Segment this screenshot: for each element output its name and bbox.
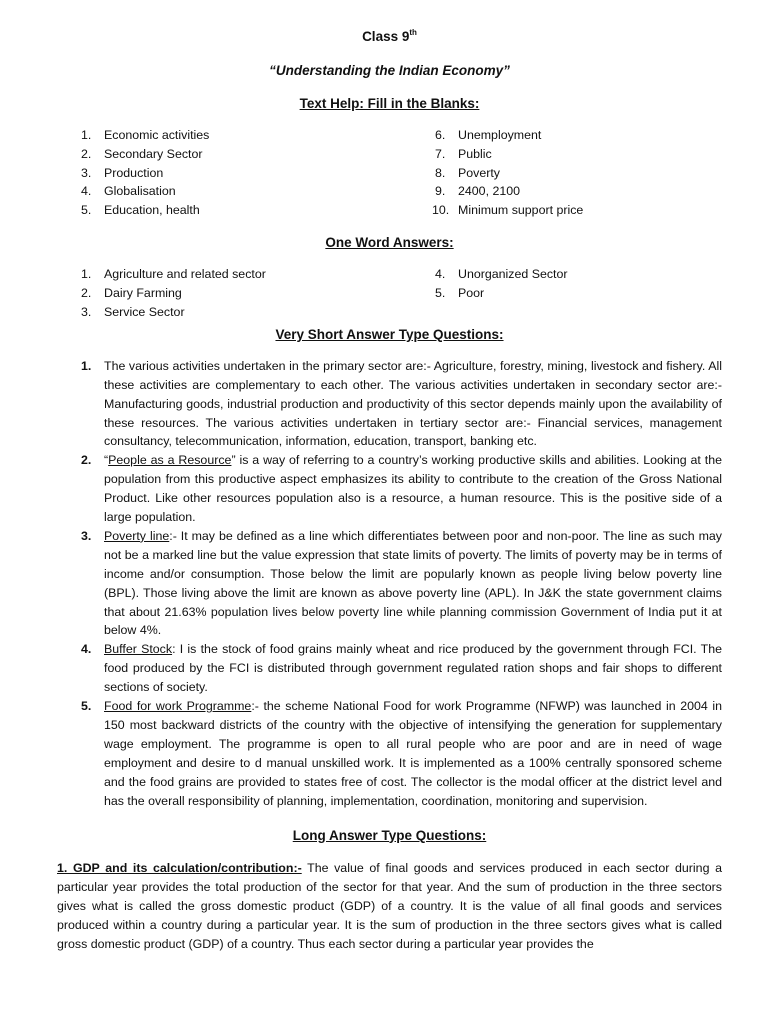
one-word-heading: One Word Answers: — [325, 235, 454, 251]
item-number: 1. — [81, 267, 92, 282]
item-number: 5. — [435, 286, 446, 301]
question-number: 2. — [81, 453, 92, 468]
item-number: 7. — [435, 146, 446, 161]
answer-text: The various activities undertaken in the primary sector are:- Agriculture, forestry, mining, livestock and fishery. All these activities are complementary to each other. The various activities undertaken in secondary sector are:- Manufacturing goods, industrial production and productivity of this sector depends mainly upon the availability of these resources. The various activities undertaken in tertiary sector are:- Financial services, management consultancy, telecommunication, information, education, transport, banking etc. — [104, 358, 722, 449]
item-text: Service Sector — [104, 304, 185, 319]
fill-blanks-left-column — [57, 126, 411, 221]
item-number: 5. — [81, 203, 92, 218]
question-answer — [104, 357, 722, 452]
item-number: 1. — [81, 127, 92, 142]
list-item — [57, 145, 411, 164]
very-short-list — [57, 357, 722, 811]
item-number: 2. — [81, 286, 92, 301]
list-item — [57, 284, 411, 303]
list-item — [411, 284, 711, 303]
class-superscript: th — [409, 28, 417, 37]
class-title — [57, 28, 722, 47]
item-text: Production — [104, 165, 164, 180]
answer-term: People as a Resource — [108, 453, 232, 468]
list-item — [57, 303, 411, 322]
fill-blanks-heading: Text Help: Fill in the Blanks: — [299, 95, 480, 111]
item-text: Secondary Sector — [104, 146, 203, 161]
one-word-left-column — [57, 265, 411, 322]
answer-term: Buffer Stock — [104, 642, 173, 657]
long-answer-text: The value of final goods and services produced in each sector during a particular year provides the total production of the sector for that year. And the sum of production in the three sectors gives what is called the gross domestic product (GDP) of a country. It is the value of all final goods and services produced within a country during a particular year. It is the sum of production in the three sectors gives what is called gross domestic product (GDP) of a country. Thus each sector during a particular year provides the — [57, 861, 722, 952]
list-item — [57, 182, 411, 201]
long-answer-paragraph — [57, 859, 722, 954]
question-answer — [104, 527, 722, 640]
item-number: 4. — [81, 184, 92, 199]
document-subtitle: “Understanding the Indian Economy” — [269, 62, 510, 78]
item-text: Poverty — [458, 165, 501, 180]
item-number: 3. — [81, 165, 92, 180]
list-item — [411, 145, 711, 164]
one-word-list — [57, 265, 722, 322]
item-text: Poor — [458, 286, 485, 301]
list-item — [57, 201, 411, 220]
answer-text: :- It may be defined as a line which differentiates between poor and non-poor. The line as such may not be a marked line but the value expression that state limits of poverty. The limits of poverty may be in terms of income and/or consumption. Those below the limit are popularly known as people living below poverty line (BPL). Those living above the limit are known as above poverty line (APL). In J&K the state government claims that about 21.63% population lives below poverty line while planning commission Government of India put it at below 4%. — [104, 528, 722, 638]
item-text: Unorganized Sector — [458, 267, 568, 282]
answer-term: Food for work Programme — [104, 699, 252, 714]
list-item — [411, 126, 711, 145]
question-number: 3. — [81, 528, 92, 543]
answer-text: : I is the stock of food grains mainly wheat and rice produced by the government through FCI. The food produced by the FCI is distributed through government regulated ration shops and fair shops to different sections of society. — [104, 642, 722, 695]
long-answer-heading: Long Answer Type Questions: — [292, 827, 487, 843]
list-item — [411, 164, 711, 183]
one-word-right-column — [411, 265, 711, 322]
item-text: Dairy Farming — [104, 286, 182, 301]
question-item — [57, 527, 722, 640]
list-item — [411, 201, 711, 220]
list-item — [57, 164, 411, 183]
item-number: 3. — [81, 304, 92, 319]
very-short-heading: Very Short Answer Type Questions: — [275, 326, 504, 342]
answer-term: Poverty line — [104, 528, 170, 543]
question-item — [57, 357, 722, 452]
fill-blanks-right-column — [411, 126, 711, 221]
item-number: 9. — [435, 184, 446, 199]
item-text: Minimum support price — [458, 203, 584, 218]
item-number: 2. — [81, 146, 92, 161]
list-item — [57, 265, 411, 284]
fill-blanks-list — [57, 126, 722, 221]
question-number: 4. — [81, 642, 92, 657]
question-answer — [104, 697, 722, 810]
list-item — [57, 126, 411, 145]
answer-text: :- the scheme National Food for work Programme (NFWP) was launched in 2004 in 150 most backward districts of the country with the objective of intensifying the generation for supplementary wage employment. The programme is open to all rural people who are poor and are in need of wage employment and desire to d manual unskilled work. It is implemented as a 100% centrally sponsored scheme and the food grains are provided to states free of cost. The collector is the modal officer at the district level and has the overall responsibility of planning, implementation, coordination, monitoring and supervision. — [104, 699, 722, 808]
item-text: Globalisation — [104, 184, 176, 199]
item-number: 10. — [432, 203, 450, 218]
question-number: 5. — [81, 699, 92, 714]
item-number: 4. — [435, 267, 446, 282]
long-answer-title: 1. GDP and its calculation/contribution:- — [57, 861, 302, 876]
list-item — [411, 265, 711, 284]
item-number: 8. — [435, 165, 446, 180]
question-item — [57, 697, 722, 810]
item-text: Economic activities — [104, 127, 210, 142]
class-label: Class 9 — [362, 29, 410, 44]
question-number: 1. — [81, 358, 92, 373]
item-text: Education, health — [104, 203, 200, 218]
item-text: Unemployment — [458, 127, 542, 142]
question-answer — [104, 640, 722, 697]
item-number: 6. — [435, 127, 446, 142]
list-item — [411, 182, 711, 201]
open-quote: “ — [104, 453, 109, 468]
answer-text: ” is a way of referring to a country’s working productive skills and abilities. Looking at the population from this productive aspect emphasizes its ability to contribute to the creation of the Gross National Product. Like other resources population also is a resource, a human resource. This is the positive side of a large population. — [104, 453, 722, 525]
question-item — [57, 451, 722, 527]
item-text: 2400, 2100 — [458, 184, 521, 199]
question-answer — [104, 451, 722, 527]
item-text: Agriculture and related sector — [104, 267, 266, 282]
long-answer-section — [57, 859, 722, 954]
item-text: Public — [458, 146, 492, 161]
question-item — [57, 640, 722, 697]
